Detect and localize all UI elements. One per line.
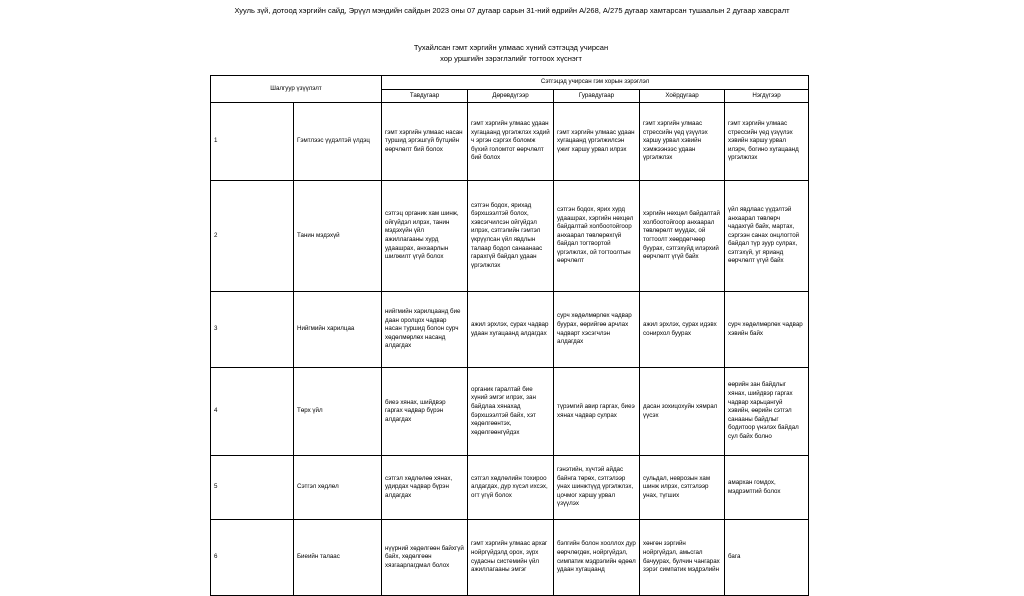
row-number: 5	[211, 456, 294, 520]
row-number: 4	[211, 368, 294, 456]
table-cell: амархан гомдох, мэдрэмтгий болох	[725, 456, 809, 520]
row-number: 2	[211, 181, 294, 292]
level-header: Хоёрдугаар	[640, 90, 725, 103]
level-header: Дөрөвдүгээр	[468, 90, 554, 103]
row-number: 1	[211, 103, 294, 181]
criteria-header: Шалгуур үзүүлэлт	[211, 76, 382, 103]
table-cell: түрэмгий авир гаргах, биеэ хянах чадвар сулрах	[554, 368, 640, 456]
table-cell: хэргийн нөхцөл байдалтай холбоотойгоор анхаарал төвлөрөлт муудах, ой тогтоолт хөөрдөгчөөр буурах, сэтгэхүйд илэрхий өөрчлөлт үгүй байх	[640, 181, 725, 292]
table-cell: гэмт хэргийн улмаас удаан хугацаанд үргэлжлэх хэдий ч эргэн сэргэх боломж бүхий голомтот өөрчлөлт бий болох	[468, 103, 554, 181]
table-cell: нийгмийн харилцаанд бие даан оролцох чадвар насан туршид болон сурч хөдөлмөрлөх насанд алдагдах	[382, 292, 468, 368]
table-cell: гэмт хэргийн улмаас стрессийн үед үзүүлэх хэвийн харшу урвал илэрч, богино хугацаанд үргэлжлэх	[725, 103, 809, 181]
table-cell: хөнгөн зэргийн нойргүйдэл, амьсгал бачуурах, булчин чангарах зэрэг симпатик мэдрэлийн	[640, 520, 725, 596]
level-header: Тавдугаар	[382, 90, 468, 103]
table-row	[211, 181, 809, 292]
annex-note: Хууль зүй, дотоод хэргийн сайд, Эрүүл мэндийн сайдын 2023 оны 07 дугаар сарын 31-ний өдрийн А/268, А/275 дугаар хамтарсан тушаалын 2 дугаар хавсралт	[234, 6, 790, 15]
table-cell: сэтгэн бодох, ярих хурд удаашрах, хэргийн нөхцөл байдалтай холбоотойгоор анхаарал төвлөрөхгүй байдал тогтвортой үргэлжлэх, ой тогтоолтын өөрчлөлт	[554, 181, 640, 292]
table-cell: сэтгэл хөдлөлийн тохироо алдагдах, дур хүсэл ихсэх, огт үгүй болох	[468, 456, 554, 520]
criterion-label: Төрх үйл	[294, 368, 382, 456]
table-title-line-2: хор уршгийн зэрэглэлийг тогтоох хүснэгт	[440, 54, 582, 63]
table-cell: сэтгэн бодох, ярихад бэрхшээлтэй болох, хэвсэгчилсэн ойгүйдэл илрэх, сэтгэлийн гэмтэл үкрүүлсан үйл явдлын талаар бодол санаанаас гарахгүй байдал удаан үргэлжлэх	[468, 181, 554, 292]
row-number: 3	[211, 292, 294, 368]
table-cell: органик гаралтай бие хүний эмгэг илрэх, зан байдлаа хянахад бэрхшээлтэй байх, хэт хөдөлгөөнтэх, хөдөлгөөнгүйдэх	[468, 368, 554, 456]
criterion-label: Биеийн талаас	[294, 520, 382, 596]
table-row	[211, 103, 809, 181]
criterion-label: Сэтгэл хөдлөл	[294, 456, 382, 520]
table-cell: бага	[725, 520, 809, 596]
table-cell: гэмт хэргийн улмаас архаг нойргүйдэлд орох, зүрх судасны системийн үйл ажиллагааны эмгэг	[468, 520, 554, 596]
table-cell: үйл явдлаас үүдэлтэй анхаарал төвлөрч чадахгүй байх, мартах, сэргээн санах онцлогтой байдал түр зуур сулрах, сэтгэхүй, уг ярианд өөрчлөлт үгүй байх	[725, 181, 809, 292]
criterion-label: Танин мэдэхүй	[294, 181, 382, 292]
criterion-label: Нийгмийн харилцаа	[294, 292, 382, 368]
table-cell: өөрийн зан байдлыг хянах, шийдвэр гаргах чадвар харьцангуй хэвийн, өөрийн сэтгэл санааны байдлыг бодитоор үнэлэх байдал сул байх болно	[725, 368, 809, 456]
table-cell: сэтгэл хөдлөлөө хянах, удирдах чадвар бүрэн алдагдах	[382, 456, 468, 520]
table-cell: ажил эрхлэх, сурах идэвх сонирхол буурах	[640, 292, 725, 368]
table-row	[211, 292, 809, 368]
table-cell: биеэ хянах, шийдвэр гаргах чадвар бүрэн алдагдах	[382, 368, 468, 456]
table-cell: дасан зохицохуйн хямрал үүсэх	[640, 368, 725, 456]
grade-group-header: Сэтгэцэд учирсан гэм хорын зэрэглэл	[382, 76, 809, 90]
harm-grade-table	[210, 75, 809, 596]
table-row	[211, 520, 809, 596]
table-cell: гэмт хэргийн улмаас стрессийн үед үзүүлэх харшу урвал хэвийн хэмжээнээс удаан үргэлжлэх	[640, 103, 725, 181]
level-header: Гуравдугаар	[554, 90, 640, 103]
table-cell: сульдал, неврозын хам шинж илрэх, сэтгэлээр унах, түгших	[640, 456, 725, 520]
table-cell: бэлгийн болон хооллох дур өөрчлөгдөх, нойргүйдэл, симпатик мэдрэлийн өдөөл удаан хугацаанд	[554, 520, 640, 596]
table-cell: сурч хөдөлмөрлөх чадвар буурах, өөрийгөө арчлах чадварт хэсэгчлэн алдагдах	[554, 292, 640, 368]
row-number: 6	[211, 520, 294, 596]
table-title-line-1: Тухайлсан гэмт хэргийн улмаас хүний сэтгэцэд учирсан	[413, 43, 609, 52]
table-cell: сурч хөдөлмөрлөх чадвар хэвийн байх	[725, 292, 809, 368]
table-cell: гэнэтийн, хүчтэй айдас байнга төрөх, сэтгэлээр унах шинжтүүд үргэлжлэх, цочмог харшу урвал үзүүлэх	[554, 456, 640, 520]
table-cell: гэмт хэргийн улмаас удаан хугацаанд үргэлжилсэн үжиг харшу урвал илрэх	[554, 103, 640, 181]
table-cell: ажил эрхлэх, сурах чадвар удаан хугацаанд алдагдах	[468, 292, 554, 368]
level-header: Нэгдүгээр	[725, 90, 809, 103]
table-cell: сэтгэц органик хам шинж, ойгүйдэл илрэх, танин мэдэхүйн үйл ажиллагааны хурд удаашрах, анхаарлын шилжилт үгүй болох	[382, 181, 468, 292]
table-cell: нүүрний хөдөлгөөн байхгүй байх, хөдөлгөөн хязгаарлагдмал болох	[382, 520, 468, 596]
criterion-label: Гэмтлээс үүдэлтэй үлдэц	[294, 103, 382, 181]
table-row	[211, 456, 809, 520]
table-row	[211, 368, 809, 456]
table-cell: гэмт хэргийн улмаас насан туршид эргэшгүй бүтцийн өөрчлөлт бий болох	[382, 103, 468, 181]
